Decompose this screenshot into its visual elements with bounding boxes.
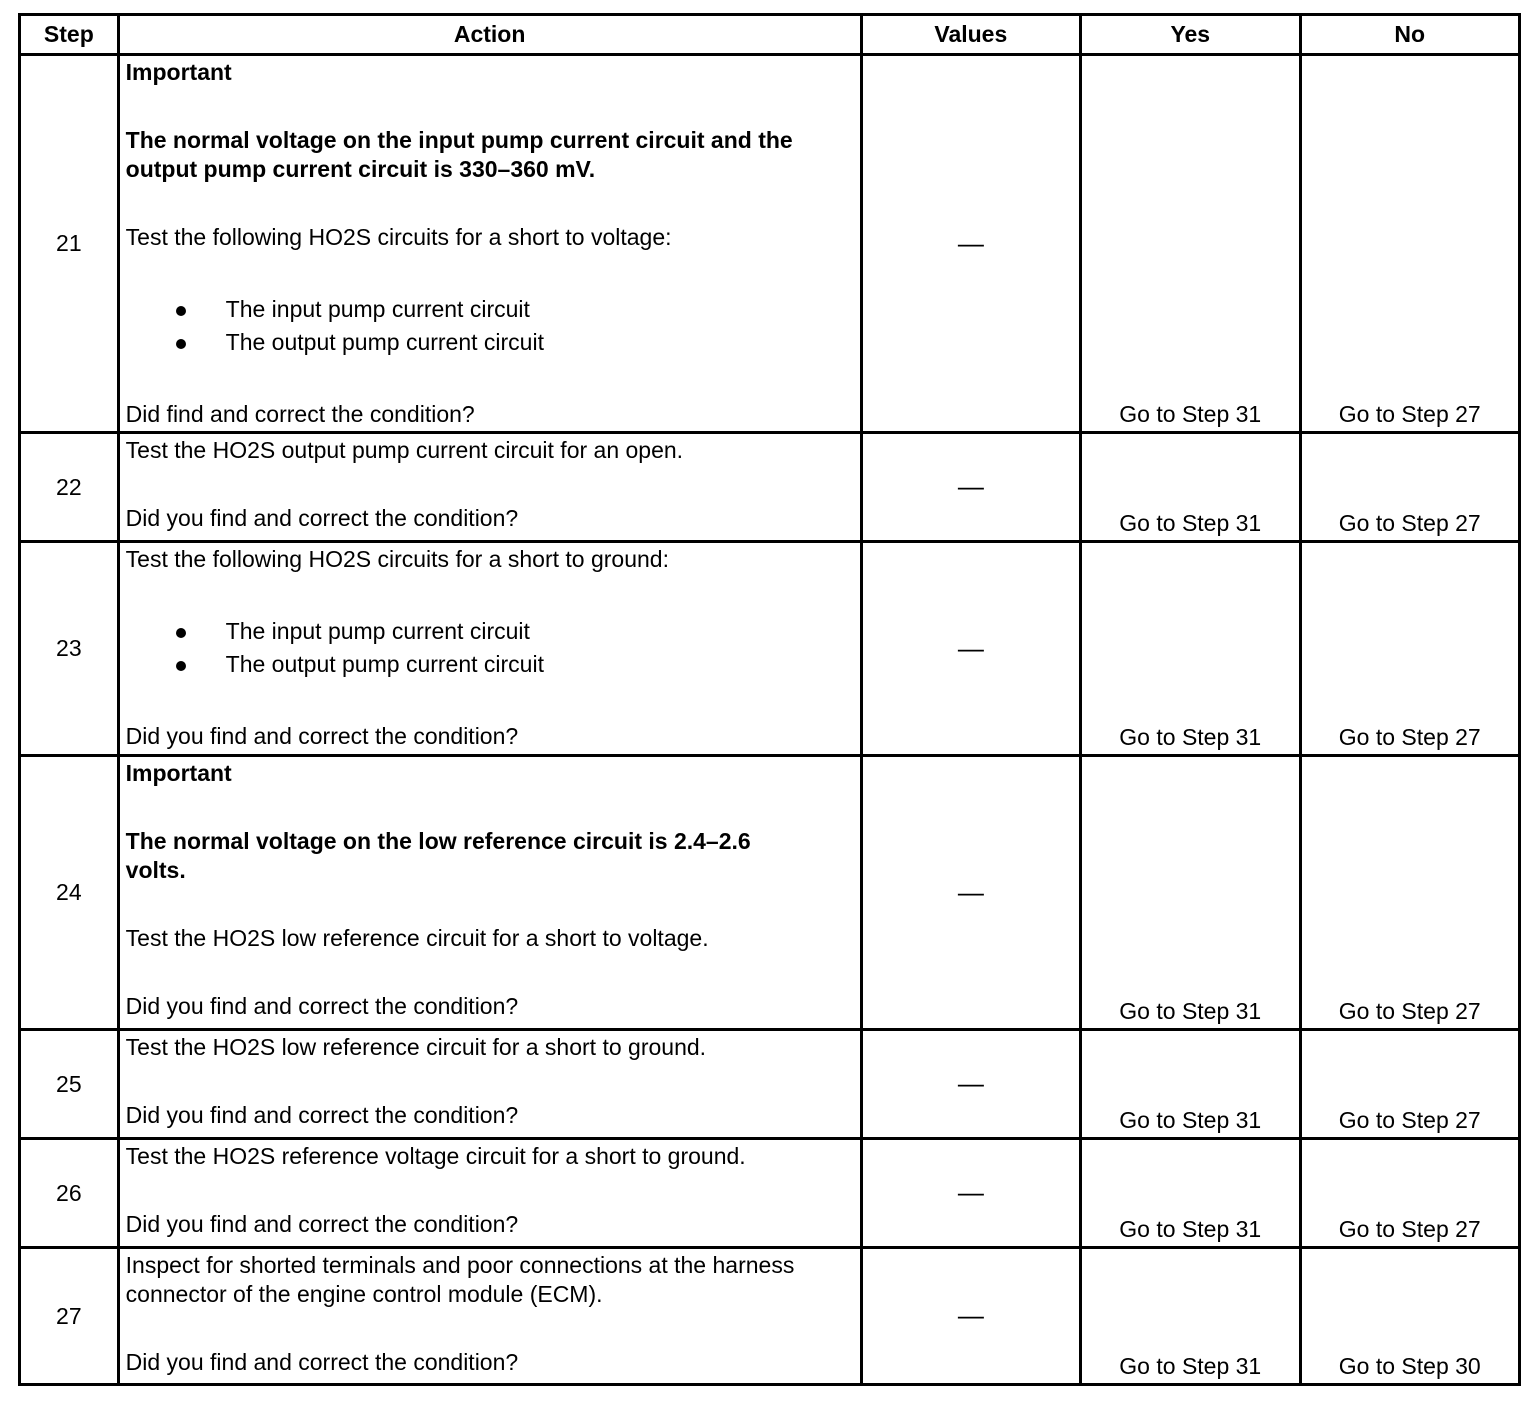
values-dash: — — [957, 632, 984, 663]
action-cell — [118, 55, 861, 433]
no-cell: Go to Step 27 — [1300, 756, 1520, 1030]
yes-cell: Go to Step 31 — [1081, 756, 1300, 1030]
yes-cell: Go to Step 31 — [1081, 542, 1300, 756]
circuit-list — [126, 295, 856, 357]
table-row-step-23 — [20, 542, 1520, 756]
no-cell: Go to Step 27 — [1300, 1030, 1520, 1139]
header-row — [20, 15, 1520, 55]
yes-cell: Go to Step 31 — [1081, 1139, 1300, 1248]
important-label: Important — [125, 760, 232, 786]
table-row-step-25 — [20, 1030, 1520, 1139]
values-dash: — — [957, 1177, 984, 1207]
list-item: The output pump current circuit — [176, 328, 856, 357]
step-number: 25 — [20, 1030, 119, 1139]
circuit-list — [126, 617, 856, 679]
values-dash: — — [957, 227, 984, 258]
header-values: Values — [861, 15, 1080, 55]
step-number: 26 — [20, 1139, 119, 1248]
action-question: Did you find and correct the condition? — [125, 505, 519, 531]
diagnostic-table — [18, 13, 1521, 1386]
action-text: Test the following HO2S circuits for a short to voltage: — [125, 224, 672, 250]
yes-cell: Go to Step 31 — [1081, 1030, 1300, 1139]
action-cell — [118, 1139, 861, 1248]
list-item: The output pump current circuit — [176, 650, 856, 679]
header-yes: Yes — [1081, 15, 1300, 55]
no-cell: Go to Step 30 — [1300, 1248, 1520, 1385]
action-question: Did find and correct the condition? — [125, 401, 475, 427]
action-question: Did you find and correct the condition? — [125, 1102, 519, 1128]
important-note: The normal voltage on the low reference circuit is 2.4–2.6 volts. — [125, 828, 751, 883]
step-number: 23 — [20, 542, 119, 756]
values-dash: — — [957, 471, 984, 501]
values-cell — [861, 433, 1080, 542]
no-cell: Go to Step 27 — [1300, 55, 1520, 433]
action-question: Did you find and correct the condition? — [125, 1211, 519, 1237]
action-cell — [118, 1248, 861, 1385]
action-question: Did you find and correct the condition? — [125, 1349, 519, 1375]
action-text: Test the HO2S reference voltage circuit for a short to ground. — [125, 1143, 746, 1169]
table-row-step-27 — [20, 1248, 1520, 1385]
action-text: Test the following HO2S circuits for a short to ground: — [125, 546, 669, 572]
values-cell — [861, 1248, 1080, 1385]
table-row-step-22 — [20, 433, 1520, 542]
step-number: 24 — [20, 756, 119, 1030]
action-text: Test the HO2S low reference circuit for a short to voltage. — [125, 925, 709, 951]
action-cell — [118, 542, 861, 756]
values-cell — [861, 542, 1080, 756]
action-cell — [118, 433, 861, 542]
values-cell — [861, 55, 1080, 433]
header-step: Step — [20, 15, 119, 55]
values-cell — [861, 1139, 1080, 1248]
values-dash: — — [957, 1300, 984, 1330]
action-text: Inspect for shorted terminals and poor connections at the harness connector of the engine control module (ECM). — [125, 1252, 795, 1307]
important-note: The normal voltage on the input pump current circuit and the output pump current circuit is 330–360 mV. — [125, 127, 793, 182]
step-number: 27 — [20, 1248, 119, 1385]
step-number: 21 — [20, 55, 119, 433]
table-row-step-26 — [20, 1139, 1520, 1248]
values-cell — [861, 1030, 1080, 1139]
header-action: Action — [118, 15, 861, 55]
header-no: No — [1300, 15, 1520, 55]
no-cell: Go to Step 27 — [1300, 542, 1520, 756]
no-cell: Go to Step 27 — [1300, 433, 1520, 542]
action-question: Did you find and correct the condition? — [125, 993, 519, 1019]
action-text: Test the HO2S low reference circuit for a short to ground. — [125, 1034, 707, 1060]
list-item: The input pump current circuit — [176, 295, 856, 324]
list-item: The input pump current circuit — [176, 617, 856, 646]
values-dash: — — [957, 876, 984, 907]
table-row-step-24 — [20, 756, 1520, 1030]
yes-cell: Go to Step 31 — [1081, 433, 1300, 542]
values-cell — [861, 756, 1080, 1030]
action-cell — [118, 1030, 861, 1139]
yes-cell: Go to Step 31 — [1081, 1248, 1300, 1385]
yes-cell: Go to Step 31 — [1081, 55, 1300, 433]
step-number: 22 — [20, 433, 119, 542]
action-question: Did you find and correct the condition? — [125, 723, 519, 749]
action-cell — [118, 756, 861, 1030]
important-label: Important — [125, 59, 232, 85]
values-dash: — — [957, 1068, 984, 1098]
action-text: Test the HO2S output pump current circuit for an open. — [125, 437, 684, 463]
no-cell: Go to Step 27 — [1300, 1139, 1520, 1248]
table-row-step-21 — [20, 55, 1520, 433]
